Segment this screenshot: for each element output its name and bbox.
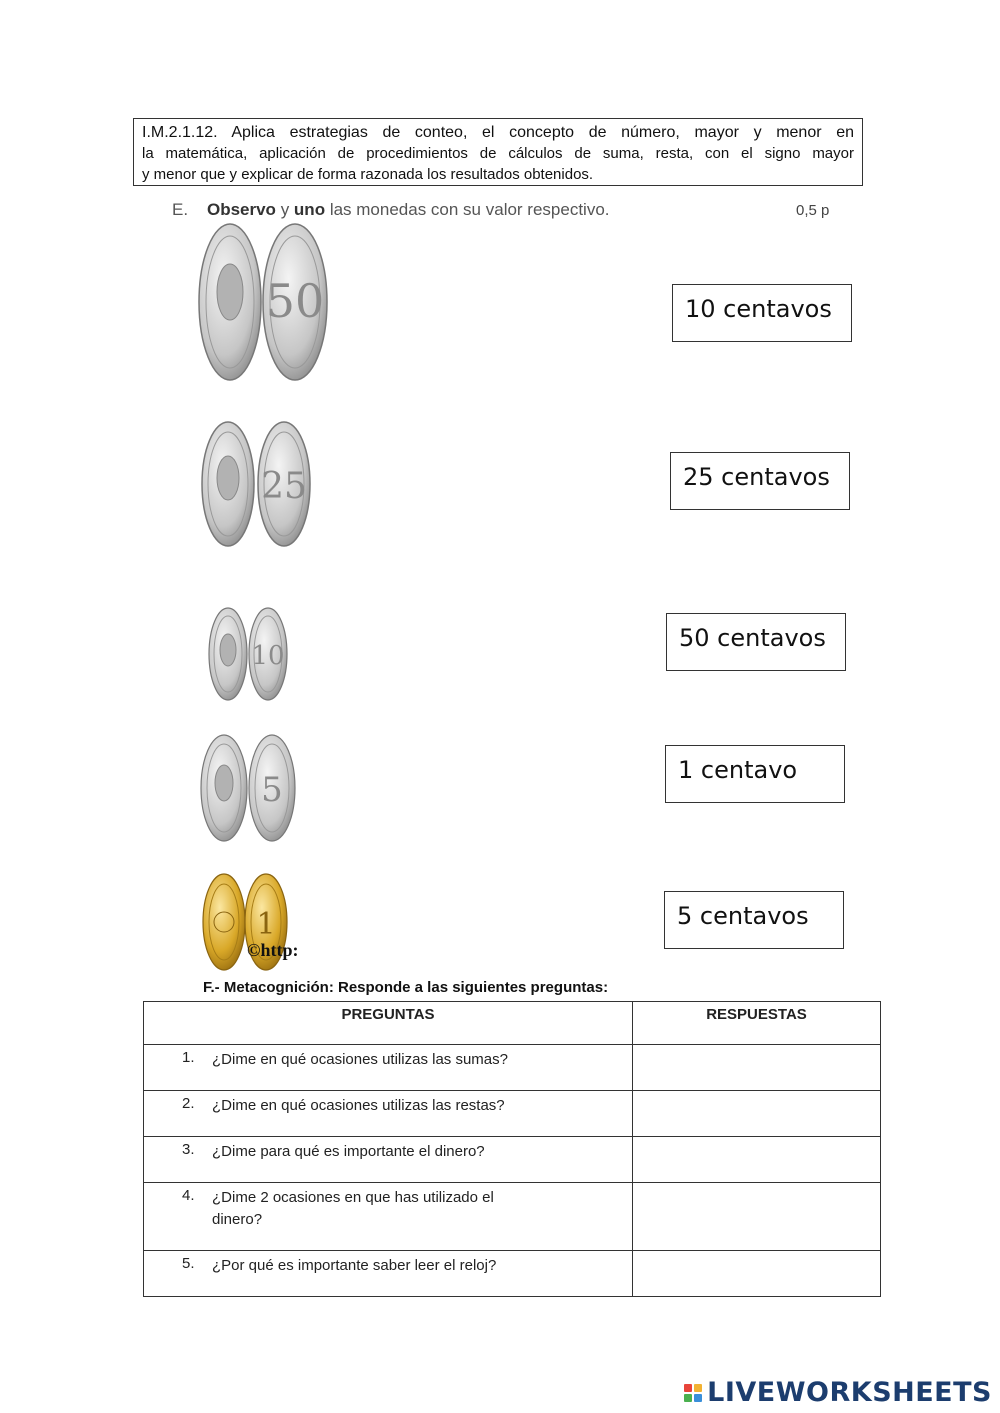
coin-50-number: 50 <box>265 274 325 328</box>
image-credit: ©http: <box>247 940 299 960</box>
coin-pair-25[interactable] <box>200 420 312 548</box>
question-cell <box>144 1183 633 1251</box>
question-text: ¿Por qué es importante saber leer el reloj? <box>212 1257 497 1274</box>
points-label: 0,5 p <box>796 202 830 219</box>
question-cell <box>144 1045 633 1091</box>
answers-header: RESPUESTAS <box>633 1002 881 1045</box>
question-text: ¿Dime 2 ocasiones en que has utilizado el dinero? <box>212 1189 494 1228</box>
question-cell <box>144 1251 633 1297</box>
value-box-25-centavos[interactable]: 25 centavos <box>670 452 850 510</box>
metacognition-table <box>143 1001 881 1297</box>
table-row <box>144 1251 881 1297</box>
question-text: ¿Dime en qué ocasiones utilizas las sumas? <box>212 1051 508 1068</box>
coin-pair-5[interactable] <box>200 733 296 843</box>
section-e-bold-observo: Observo <box>206 200 276 219</box>
logo-square <box>684 1394 692 1402</box>
question-number: 4. <box>182 1187 195 1204</box>
section-e-y: y <box>280 200 290 219</box>
liveworksheets-brand <box>684 1377 992 1408</box>
brand-name: LIVEWORKSHEETS <box>707 1377 992 1408</box>
question-number: 1. <box>182 1049 195 1066</box>
coin-10-image <box>208 606 288 702</box>
questions-header: PREGUNTAS <box>144 1002 633 1045</box>
question-text: ¿Dime para qué es importante el dinero? <box>212 1143 485 1160</box>
section-e-letter: E. <box>172 200 189 219</box>
section-e-heading <box>172 200 610 220</box>
section-e-rest: las monedas con su valor respectivo. <box>329 200 610 219</box>
liveworksheets-logo-icon <box>684 1384 702 1402</box>
question-text: ¿Dime en qué ocasiones utilizas las restas? <box>212 1097 505 1114</box>
coin-5-number: 5 <box>261 770 283 810</box>
coin-50-image <box>198 222 330 382</box>
coin-pair-50[interactable] <box>198 222 330 382</box>
coin-5-image <box>200 733 296 843</box>
logo-square <box>684 1384 692 1392</box>
answer-cell[interactable] <box>633 1091 881 1137</box>
coin-25-number: 25 <box>261 466 307 507</box>
coin-1-number: 1 <box>256 907 276 942</box>
section-f-title: F.- Metacognición: Responde a las siguientes preguntas: <box>203 979 609 996</box>
table-header-row <box>144 1002 881 1045</box>
table-row <box>144 1091 881 1137</box>
answer-cell[interactable] <box>633 1251 881 1297</box>
indicator-line-1: I.M.2.1.12. Aplica estrategias de conteo, el concepto de número, mayor y menor en <box>142 124 854 141</box>
table-row <box>144 1137 881 1183</box>
table-row <box>144 1183 881 1251</box>
question-cell <box>144 1137 633 1183</box>
value-box-10-centavos[interactable]: 10 centavos <box>672 284 852 342</box>
value-box-50-centavos[interactable]: 50 centavos <box>666 613 846 671</box>
question-number: 3. <box>182 1141 195 1158</box>
question-number: 5. <box>182 1255 195 1272</box>
indicator-line-2: la matemática, aplicación de procedimientos de cálculos de suma, resta, con el signo mayor <box>142 145 854 162</box>
answer-cell[interactable] <box>633 1045 881 1091</box>
answer-cell[interactable] <box>633 1137 881 1183</box>
question-number: 2. <box>182 1095 195 1112</box>
section-e-bold-uno: uno <box>293 200 326 219</box>
value-box-5-centavos[interactable]: 5 centavos <box>664 891 844 949</box>
question-cell <box>144 1091 633 1137</box>
value-box-1-centavo[interactable]: 1 centavo <box>665 745 845 803</box>
logo-square <box>694 1384 702 1392</box>
coin-25-image <box>200 420 312 548</box>
coin-pair-10[interactable] <box>208 606 288 702</box>
indicator-line-3: y menor que y explicar de forma razonada los resultados obtenidos. <box>142 166 594 183</box>
indicator-box <box>133 118 863 186</box>
table-row <box>144 1045 881 1091</box>
logo-square <box>694 1394 702 1402</box>
answer-cell[interactable] <box>633 1183 881 1251</box>
coin-10-number: 10 <box>251 641 285 671</box>
